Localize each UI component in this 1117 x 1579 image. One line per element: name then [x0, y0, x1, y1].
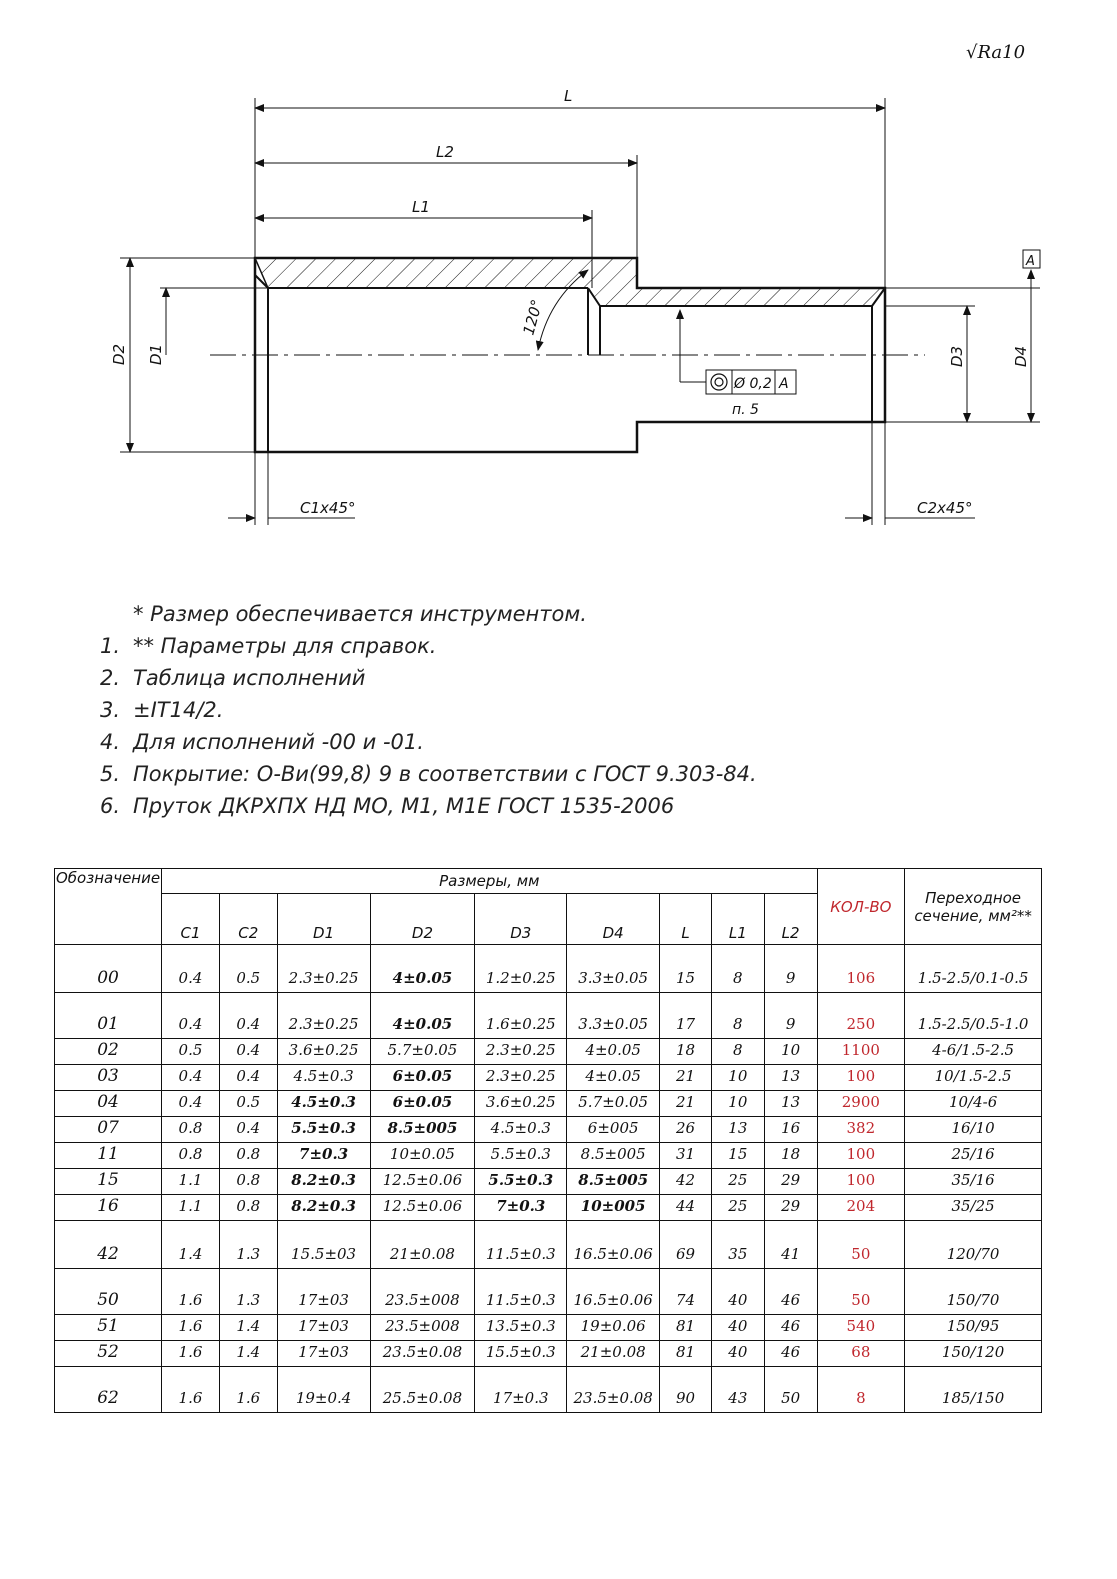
cell-d1: 8.2±0.3: [277, 1169, 370, 1195]
cell-l: 90: [660, 1367, 712, 1413]
cell-c2: 1.4: [219, 1341, 277, 1367]
chamfer-1-label: C1x45°: [300, 499, 356, 517]
versions-table: [54, 868, 1042, 1413]
cell-d1: 17±03: [277, 1315, 370, 1341]
cell-d2: 10±0.05: [370, 1143, 475, 1169]
cell-code: 02: [55, 1039, 162, 1065]
cell-d1: 7±0.3: [277, 1143, 370, 1169]
cell-l1: 35: [711, 1221, 764, 1269]
cell-qty: 540: [817, 1315, 905, 1341]
cell-d1: 3.6±0.25: [277, 1039, 370, 1065]
note-item: 6. Пруток ДКРХПХ НД МО, М1, М1Е ГОСТ 1535-2006: [100, 794, 675, 818]
cell-code: 03: [55, 1065, 162, 1091]
cell-d3: 3.6±0.25: [475, 1091, 567, 1117]
cell-l1: 43: [711, 1367, 764, 1413]
table-row: [55, 1091, 1042, 1117]
cell-l: 17: [660, 993, 712, 1039]
dim-L1: L1: [412, 198, 430, 216]
table-row: [55, 1039, 1042, 1065]
cell-c2: 1.4: [219, 1315, 277, 1341]
chamfer-2-label: C2x45°: [917, 499, 973, 517]
cell-d3: 1.6±0.25: [475, 993, 567, 1039]
cell-l1: 40: [711, 1341, 764, 1367]
cell-c2: 1.3: [219, 1221, 277, 1269]
cell-code: 52: [55, 1341, 162, 1367]
cell-d4: 8.5±005: [567, 1143, 660, 1169]
cell-d3: 4.5±0.3: [475, 1117, 567, 1143]
cell-l1: 8: [711, 945, 764, 993]
cell-l2: 46: [764, 1269, 817, 1315]
cell-c1: 1.6: [162, 1367, 220, 1413]
cell-d3: 11.5±0.3: [475, 1221, 567, 1269]
cell-c1: 1.4: [162, 1221, 220, 1269]
cell-l: 21: [660, 1091, 712, 1117]
cell-qty: 250: [817, 993, 905, 1039]
dim-L: L: [564, 87, 573, 105]
header-sizes: Размеры, мм: [162, 869, 817, 894]
header-l1: L1: [711, 894, 764, 945]
table-row: [55, 1117, 1042, 1143]
cell-section: 150/95: [905, 1315, 1042, 1341]
cell-l2: 16: [764, 1117, 817, 1143]
cell-l1: 25: [711, 1195, 764, 1221]
cell-l1: 40: [711, 1269, 764, 1315]
cell-l2: 13: [764, 1091, 817, 1117]
table-body: [55, 945, 1042, 1413]
dim-D1: D1: [147, 343, 165, 365]
cell-d4: 4±0.05: [567, 1039, 660, 1065]
cell-code: 51: [55, 1315, 162, 1341]
cell-d1: 15.5±03: [277, 1221, 370, 1269]
cell-qty: 8: [817, 1367, 905, 1413]
cell-d1: 2.3±0.25: [277, 993, 370, 1039]
cell-c1: 0.4: [162, 1091, 220, 1117]
cell-c2: 0.5: [219, 1091, 277, 1117]
cell-c1: 1.1: [162, 1169, 220, 1195]
cell-d4: 16.5±0.06: [567, 1269, 660, 1315]
cell-section: 4-6/1.5-2.5: [905, 1039, 1042, 1065]
cell-l: 18: [660, 1039, 712, 1065]
cell-qty: 100: [817, 1143, 905, 1169]
cell-c1: 1.6: [162, 1341, 220, 1367]
tolerance-datum: A: [779, 376, 789, 392]
cell-section: 35/16: [905, 1169, 1042, 1195]
cell-d4: 21±0.08: [567, 1341, 660, 1367]
cell-section: 1.5-2.5/0.5-1.0: [905, 993, 1042, 1039]
wall-section-left: [255, 258, 637, 288]
cell-d2: 12.5±0.06: [370, 1195, 475, 1221]
cell-qty: 100: [817, 1065, 905, 1091]
cell-c2: 0.4: [219, 1117, 277, 1143]
table-row: [55, 993, 1042, 1039]
cell-d2: 8.5±005: [370, 1117, 475, 1143]
cell-d3: 1.2±0.25: [475, 945, 567, 993]
header-d3: D3: [475, 894, 567, 945]
cell-c1: 1.6: [162, 1269, 220, 1315]
technical-drawing: [0, 60, 1117, 560]
cell-l1: 40: [711, 1315, 764, 1341]
cell-c2: 0.8: [219, 1143, 277, 1169]
cell-l: 31: [660, 1143, 712, 1169]
cell-section: 150/70: [905, 1269, 1042, 1315]
cell-qty: 382: [817, 1117, 905, 1143]
cell-c1: 0.8: [162, 1117, 220, 1143]
cell-code: 50: [55, 1269, 162, 1315]
cell-d2: 21±0.08: [370, 1221, 475, 1269]
cell-l1: 10: [711, 1091, 764, 1117]
note-item: 5. Покрытие: О-Ви(99,8) 9 в соответствии с ГОСТ 9.303-84.: [100, 762, 757, 786]
wall-section-right: [588, 288, 885, 306]
dim-L2: L2: [436, 143, 454, 161]
cell-l: 81: [660, 1315, 712, 1341]
cell-d4: 16.5±0.06: [567, 1221, 660, 1269]
cell-l: 42: [660, 1169, 712, 1195]
cell-l1: 8: [711, 1039, 764, 1065]
cell-code: 42: [55, 1221, 162, 1269]
cell-c1: 0.4: [162, 945, 220, 993]
cell-d3: 11.5±0.3: [475, 1269, 567, 1315]
cell-d4: 3.3±0.05: [567, 993, 660, 1039]
table-row: [55, 1065, 1042, 1091]
cell-section: 10/1.5-2.5: [905, 1065, 1042, 1091]
cell-c2: 1.3: [219, 1269, 277, 1315]
cell-l2: 46: [764, 1341, 817, 1367]
cell-d2: 4±0.05: [370, 993, 475, 1039]
cell-d1: 4.5±0.3: [277, 1091, 370, 1117]
note-item: 3. ±IT14/2.: [100, 698, 224, 722]
note-reference: п. 5: [732, 402, 759, 418]
cell-c1: 0.5: [162, 1039, 220, 1065]
cell-c2: 0.5: [219, 945, 277, 993]
concentricity-icon: [711, 374, 727, 390]
header-section: Переходное сечение, мм²**: [905, 869, 1042, 945]
cell-l: 69: [660, 1221, 712, 1269]
header-designation: Обозначение: [55, 869, 162, 945]
table-row: [55, 1143, 1042, 1169]
cell-c2: 0.8: [219, 1169, 277, 1195]
cell-l1: 15: [711, 1143, 764, 1169]
cell-code: 16: [55, 1195, 162, 1221]
cell-code: 01: [55, 993, 162, 1039]
header-d2: D2: [370, 894, 475, 945]
cell-d1: 2.3±0.25: [277, 945, 370, 993]
cell-code: 11: [55, 1143, 162, 1169]
cell-qty: 68: [817, 1341, 905, 1367]
cell-d1: 17±03: [277, 1269, 370, 1315]
cell-d2: 23.5±008: [370, 1269, 475, 1315]
cell-l: 26: [660, 1117, 712, 1143]
cell-l: 74: [660, 1269, 712, 1315]
cell-d2: 6±0.05: [370, 1065, 475, 1091]
cell-d2: 23.5±008: [370, 1315, 475, 1341]
cell-section: 16/10: [905, 1117, 1042, 1143]
cell-c1: 0.4: [162, 993, 220, 1039]
table-row: [55, 1269, 1042, 1315]
cell-c2: 0.4: [219, 1039, 277, 1065]
cell-l1: 8: [711, 993, 764, 1039]
cell-section: 10/4-6: [905, 1091, 1042, 1117]
cell-d2: 23.5±0.08: [370, 1341, 475, 1367]
cell-code: 15: [55, 1169, 162, 1195]
cell-d3: 13.5±0.3: [475, 1315, 567, 1341]
cell-l2: 46: [764, 1315, 817, 1341]
cell-d4: 8.5±005: [567, 1169, 660, 1195]
note-item: 4. Для исполнений -00 и -01.: [100, 730, 424, 754]
note-item: 1. ** Параметры для справок.: [100, 634, 437, 658]
cell-d2: 25.5±0.08: [370, 1367, 475, 1413]
cell-l2: 29: [764, 1195, 817, 1221]
cell-c2: 0.8: [219, 1195, 277, 1221]
cell-code: 00: [55, 945, 162, 993]
cell-l: 15: [660, 945, 712, 993]
header-l: L: [660, 894, 712, 945]
cell-d4: 10±005: [567, 1195, 660, 1221]
table-row: [55, 1195, 1042, 1221]
cell-l2: 41: [764, 1221, 817, 1269]
cell-d1: 19±0.4: [277, 1367, 370, 1413]
cell-d1: 5.5±0.3: [277, 1117, 370, 1143]
cell-l2: 50: [764, 1367, 817, 1413]
cell-d3: 2.3±0.25: [475, 1039, 567, 1065]
cell-l2: 29: [764, 1169, 817, 1195]
dim-D4: D4: [1012, 345, 1030, 367]
table-row: [55, 1221, 1042, 1269]
dim-D3: D3: [948, 345, 966, 367]
cell-qty: 204: [817, 1195, 905, 1221]
cell-code: 62: [55, 1367, 162, 1413]
table-row: [55, 1169, 1042, 1195]
cell-d4: 19±0.06: [567, 1315, 660, 1341]
cell-qty: 1100: [817, 1039, 905, 1065]
table-row: [55, 945, 1042, 993]
cell-d4: 4±0.05: [567, 1065, 660, 1091]
table-row: [55, 1341, 1042, 1367]
table-row: [55, 1367, 1042, 1413]
cell-qty: 50: [817, 1221, 905, 1269]
cell-section: 120/70: [905, 1221, 1042, 1269]
cell-d4: 6±005: [567, 1117, 660, 1143]
roughness-symbol: √Ra10: [966, 42, 1026, 63]
cell-c1: 0.8: [162, 1143, 220, 1169]
cell-section: 35/25: [905, 1195, 1042, 1221]
cell-qty: 106: [817, 945, 905, 993]
cell-d3: 17±0.3: [475, 1367, 567, 1413]
cell-qty: 2900: [817, 1091, 905, 1117]
cell-l1: 25: [711, 1169, 764, 1195]
dim-D2: D2: [110, 343, 128, 365]
cell-l2: 13: [764, 1065, 817, 1091]
header-d4: D4: [567, 894, 660, 945]
cell-qty: 50: [817, 1269, 905, 1315]
cell-d2: 6±0.05: [370, 1091, 475, 1117]
cell-qty: 100: [817, 1169, 905, 1195]
cell-l1: 13: [711, 1117, 764, 1143]
cell-d3: 7±0.3: [475, 1195, 567, 1221]
cell-d4: 23.5±0.08: [567, 1367, 660, 1413]
cell-l: 21: [660, 1065, 712, 1091]
tolerance-value: Ø 0,2: [734, 376, 772, 392]
cell-d1: 4.5±0.3: [277, 1065, 370, 1091]
header-d1: D1: [277, 894, 370, 945]
notes-list: [100, 598, 757, 822]
cell-d3: 5.5±0.3: [475, 1169, 567, 1195]
note-item: 2. Таблица исполнений: [100, 666, 366, 690]
cell-c1: 1.6: [162, 1315, 220, 1341]
cell-c2: 0.4: [219, 1065, 277, 1091]
table-row: [55, 1315, 1042, 1341]
cell-d2: 5.7±0.05: [370, 1039, 475, 1065]
cell-d3: 15.5±0.3: [475, 1341, 567, 1367]
cell-d4: 5.7±0.05: [567, 1091, 660, 1117]
angle-label: 120°: [519, 297, 547, 338]
cell-c2: 1.6: [219, 1367, 277, 1413]
cell-c2: 0.4: [219, 993, 277, 1039]
cell-l1: 10: [711, 1065, 764, 1091]
cell-l: 81: [660, 1341, 712, 1367]
cell-d3: 5.5±0.3: [475, 1143, 567, 1169]
cell-l2: 9: [764, 945, 817, 993]
cell-d2: 4±0.05: [370, 945, 475, 993]
cell-c1: 0.4: [162, 1065, 220, 1091]
cell-code: 07: [55, 1117, 162, 1143]
cell-l2: 18: [764, 1143, 817, 1169]
cell-section: 150/120: [905, 1341, 1042, 1367]
cell-d2: 12.5±0.06: [370, 1169, 475, 1195]
header-c2: C2: [219, 894, 277, 945]
cell-d1: 8.2±0.3: [277, 1195, 370, 1221]
cell-code: 04: [55, 1091, 162, 1117]
cell-l2: 10: [764, 1039, 817, 1065]
cell-section: 25/16: [905, 1143, 1042, 1169]
header-l2: L2: [764, 894, 817, 945]
datum-letter: A: [1026, 254, 1035, 269]
cell-l: 44: [660, 1195, 712, 1221]
header-qty: КОЛ-ВО: [817, 869, 905, 945]
cell-d3: 2.3±0.25: [475, 1065, 567, 1091]
cell-c1: 1.1: [162, 1195, 220, 1221]
cell-d1: 17±03: [277, 1341, 370, 1367]
note-item: * Размер обеспечивается инструментом.: [133, 602, 587, 626]
cell-section: 185/150: [905, 1367, 1042, 1413]
cell-d4: 3.3±0.05: [567, 945, 660, 993]
header-c1: C1: [162, 894, 220, 945]
cell-l2: 9: [764, 993, 817, 1039]
cell-section: 1.5-2.5/0.1-0.5: [905, 945, 1042, 993]
